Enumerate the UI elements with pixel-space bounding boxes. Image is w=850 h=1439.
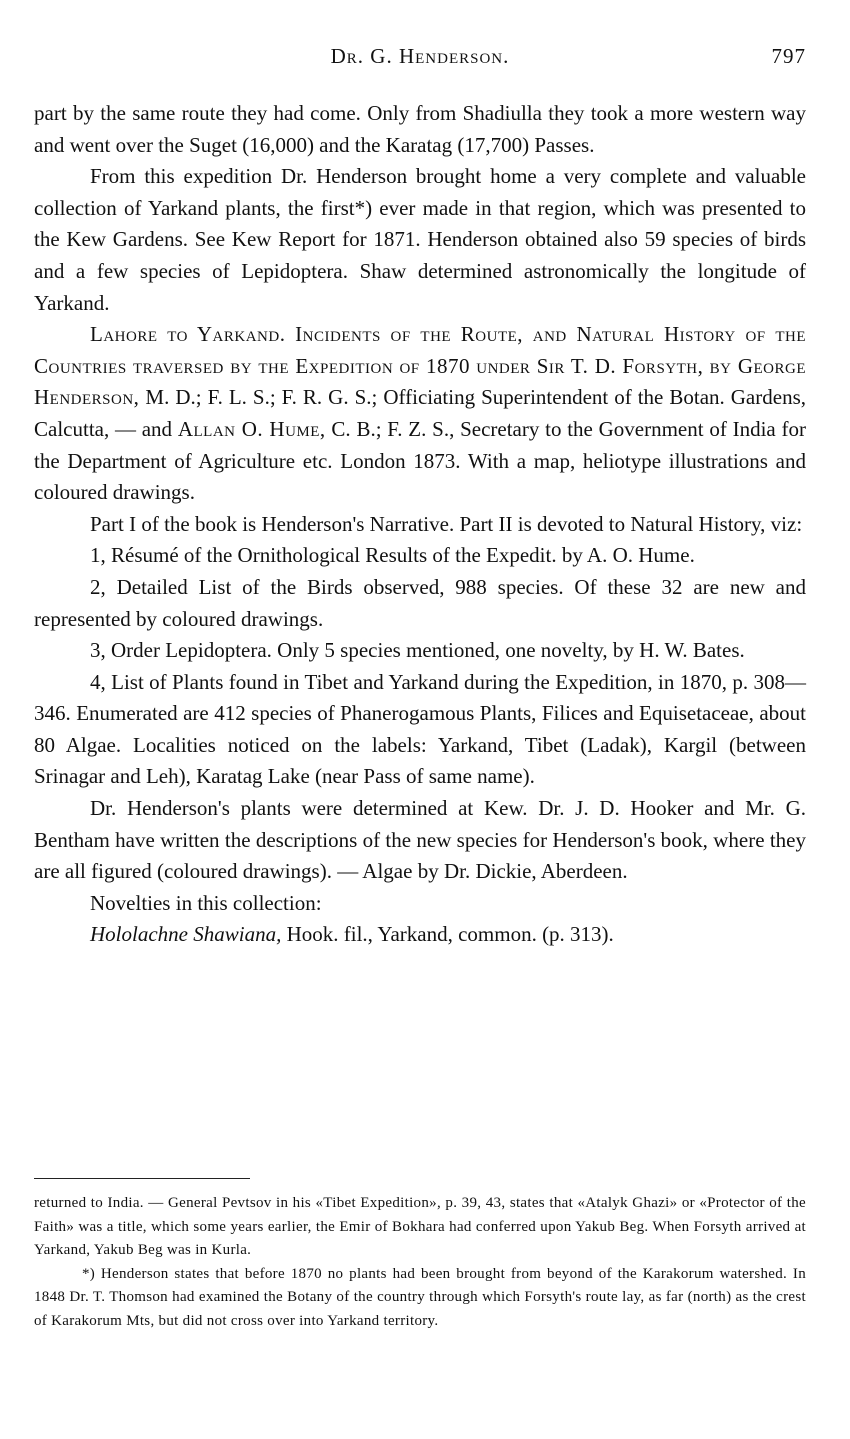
page-header xyxy=(34,44,806,78)
citation-rest: C. B.; F. Z. S., Secretary to the Government of India for the Department of Agriculture etc. London 1873. With a map, heliotype illustrations and coloured drawings. xyxy=(34,416,806,505)
page-number: 797 xyxy=(771,44,806,68)
paragraph-2: From this expedition Dr. Henderson brought home a very complete and valuable collection of Yarkand plants, the first*) ever made in that region, which was presented to the Kew Gardens. See Kew Report for 1871. Henderson obtained also 59 species of birds and a few species of Lepidoptera. Shaw determined astronomically the longitude of Yarkand. xyxy=(34,164,806,315)
second-author: Allan O. Hume, xyxy=(177,416,326,441)
footnote-asterisk: *) Henderson states that before 1870 no plants had been brought from beyond of the Karakorum watershed. In 1848 Dr. T. Thomson had examined the Botany of the country through which Forsyth's route lay, as far (north) as the crest of Karakorum Mts, but did not cross over into Yarkand territory. xyxy=(34,1265,806,1329)
species-name: Hololachne Shawiana, xyxy=(90,922,282,947)
paragraph-9: Dr. Henderson's plants were determined at Kew. Dr. J. D. Hooker and Mr. G. Bentham have written the descriptions of the new species for Henderson's book, where they are all figured (coloured drawings). — Algae by Dr. Dickie, Aberdeen. xyxy=(34,796,806,884)
list-item-1: 1, Résumé of the Ornithological Results of the Expedit. by A. O. Hume. xyxy=(90,543,695,568)
species-details: Hook. fil., Yarkand, common. (p. 313). xyxy=(281,922,614,947)
running-head: Dr. G. Henderson. xyxy=(330,44,510,68)
book-title: Lahore to Yarkand. Incidents of the Route, and Natural History of the Countries traversed by the Expedition of 1870 under Sir T. D. Forsyth, by George Henderson, xyxy=(34,322,806,410)
book-citation xyxy=(34,319,806,509)
main-text xyxy=(34,98,806,951)
footnote-rule xyxy=(34,1178,250,1179)
list-item-2: 2, Detailed List of the Birds observed, 988 species. Of these 32 are new and represented by coloured drawings. xyxy=(34,574,806,631)
list-item-4: 4, List of Plants found in Tibet and Yarkand during the Expedition, in 1870, p. 308—346. Enumerated are 412 species of Phanerogamous Plants, Filices and Equisetaceae, about 80 Algae. Localities noticed on the labels: Yarkand, Tibet (Ladak), Kargil (between Srinagar and Leh), Karatag Lake (near Pass of same name). xyxy=(34,669,806,789)
paragraph-4: Part I of the book is Henderson's Narrative. Part II is devoted to Natural History, viz: xyxy=(90,511,803,536)
footnote-continued: returned to India. — General Pevtsov in his «Tibet Expedition», p. 39, 43, states that «Atalyk Ghazi» or «Protector of the Faith» was a title, which some years earlier, the Emir of Bokhara had conferred upon Yakub Beg. When Forsyth arrived at Yarkand, Yakub Beg was in Kurla. xyxy=(34,1195,806,1259)
paragraph-10: Novelties in this collection: xyxy=(90,890,322,915)
paragraph-1: part by the same route they had come. Only from Shadiulla they took a more western way and went over the Suget (16,000) and the Karatag (17,700) Passes. xyxy=(34,101,806,157)
footnotes xyxy=(34,1192,806,1334)
species-entry xyxy=(34,919,806,951)
list-item-3: 3, Order Lepidoptera. Only 5 species mentioned, one novelty, by H. W. Bates. xyxy=(90,638,745,663)
citation-text: M. D.; F. L. S.; F. R. G. S.; Officiating Superintendent of the Botan. Gardens, Calcutta, — and xyxy=(34,385,806,441)
